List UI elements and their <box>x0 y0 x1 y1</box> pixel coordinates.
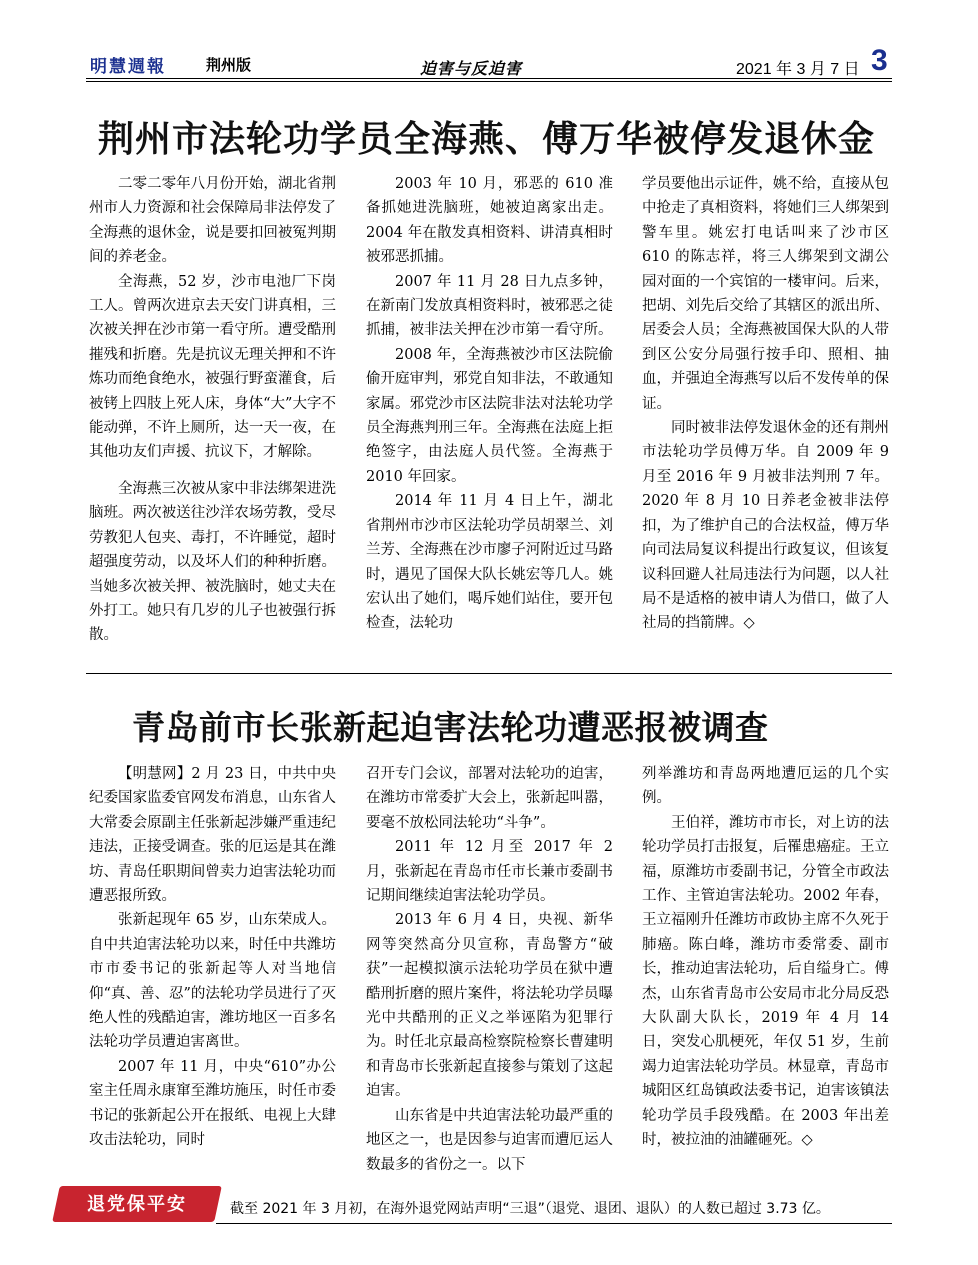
paragraph: 全海燕三次被从家中非法绑架进洗脑班。两次被送往沙洋农场劳教，受尽劳教犯人包夹、毒打，不许睡觉，超时超强度劳动，以及坏人们的种种折磨。当她多次被关押、被洗脑时，她丈夫在外打工。她只有几岁的儿子也被强行拆散。 <box>89 480 336 644</box>
paragraph: 2014 年 11 月 4 日上午，湖北省荆州市沙市区法轮功学员胡翠兰、刘兰芳、全海燕在沙市廖子河附近过马路时，遇见了国保大队长姚宏等几人。姚宏认出了她们，喝斥她们站住，要开包检查，法轮功 <box>366 493 613 632</box>
paragraph: 学员要他出示证件，姚不给，直接从包中抢走了真相资料，将她们三人绑架到警车里。姚宏打电话叫来了沙市区 610 的陈志祥，将三人绑架到文湖公园对面的一个宾馆的一楼审问。后来，把胡、刘先后交给了其辖区的派出所、居委会人员；全海燕被国保大队的人带到区公安分局强行按手印、照相、抽血，并强迫全海燕写以后不发传单的保证。 <box>642 176 889 412</box>
paragraph: 2007 年 11 月，中央“610”办公室主任周永康窜至潍坊施压，时任市委书记的张新起公开在报纸、电视上大肆攻击法轮功，同时 <box>89 1058 336 1149</box>
paragraph: 张新起现年 65 岁，山东荣成人。自中共迫害法轮功以来，时任中共潍坊市市委书记的张新起等人对当地信仰“真、善、忍”的法轮功学员进行了灭绝人性的残酷迫害，潍坊地区一百多名法轮功学员遭迫害离世。 <box>89 912 336 1051</box>
paragraph: 2007 年 11 月 28 日九点多钟，在新南门发放真相资料时，被邪恶之徒抓捕，被非法关押在沙市第一看守所。 <box>366 273 613 339</box>
edition-label: 荆州版 <box>206 56 252 74</box>
paragraph: 2011 年 12 月至 2017 年 2 月，张新起在青岛市任市长兼市委副书记期间继续迫害法轮功学员。 <box>366 839 613 905</box>
article2-column-1 <box>89 762 336 1153</box>
header-divider <box>86 78 892 79</box>
article1-column-3 <box>642 172 889 636</box>
article2-headline: 青岛前市长张新起迫害法轮功遭恶报被调查 <box>132 708 769 747</box>
paragraph: 召开专门会议，部署对法轮功的迫害，在潍坊市常委扩大会上，张新起叫嚣，要毫不放松同法轮功“斗争”。 <box>366 766 613 831</box>
issue-date: 2021 年 3 月 7 日 <box>736 61 860 78</box>
footer-banner: 退党保平安 <box>87 1194 187 1215</box>
paragraph: 同时被非法停发退休金的还有荆州市法轮功学员傅万华。自 2009 年 9 月至 2016 年 9 月被非法判刑 7 年。2020 年 8 月 10 日养老金被非法停扣，为了维护自己的合法权益，傅万华向司法局复议科提出行政复议，但该复议科回避人社局违法行为问题，以人社局不是适格的被申请人为借口，做了人社局的挡箭牌。◇ <box>642 420 889 632</box>
article1-headline: 荆州市法轮功学员全海燕、傅万华被停发退休金 <box>98 119 876 160</box>
page-header <box>0 0 978 90</box>
page-number: 3 <box>871 44 888 77</box>
article1-column-1 <box>89 172 336 648</box>
paragraph: 二零二零年八月份开始，湖北省荆州市人力资源和社会保障局非法停发了全海燕的退休金，说是要扣回被冤判期间的养老金。 <box>89 176 336 266</box>
paragraph: 列举潍坊和青岛两地遭厄运的几个实例。 <box>642 766 889 807</box>
paragraph: 2003 年 10 月，邪恶的 610 准备抓她进洗脑班，她被迫离家出走。2004 年在散发真相资料、讲清真相时被邪恶抓捕。 <box>366 176 613 266</box>
article1-column-2 <box>366 172 613 636</box>
masthead-logo: 明慧週報 <box>90 57 166 77</box>
article-divider <box>86 673 892 674</box>
paragraph: 【明慧网】2 月 23 日，中共中央纪委国家监委官网发布消息，山东省人大常委会原副主任张新起涉嫌严重违纪违法，正接受调查。张的厄运是其在潍坊、青岛任职期间曾卖力迫害法轮功而遭恶报所致。 <box>89 766 336 905</box>
article2-column-3 <box>642 762 889 1153</box>
paragraph: 全海燕，52 岁，沙市电池厂下岗工人。曾两次进京去天安门讲真相，三次被关押在沙市第一看守所。遭受酷刑摧残和折磨。先是抗议无理关押和不许炼功而绝食绝水，被强行野蛮灌食，后被铐上四肢上死人床，身体“大”大字不能动弹，不许上厕所，达一天一夜，在其他功友们声援、抗议下，才解除。 <box>89 273 336 461</box>
footer-divider <box>216 1223 892 1224</box>
paragraph: 2013 年 6 月 4 日，央视、新华网等突然高分贝宣称，青岛警方“破获”一起模拟演示法轮功学员在狱中遭酷刑折磨的照片案件，将法轮功学员曝光中共酷刑的正义之举诬陷为犯罪行为。时任北京最高检察院检察长曹建明和青岛市长张新起直接参与策划了这起迫害。 <box>366 912 613 1100</box>
article2-column-2 <box>366 762 613 1177</box>
paragraph: 山东省是中共迫害法轮功最严重的地区之一，也是因参与迫害而遭厄运人数最多的省份之一。以下 <box>366 1107 613 1173</box>
header-divider-secondary <box>86 81 892 82</box>
section-title: 迫害与反迫害 <box>420 59 523 78</box>
footer-notice: 截至 2021 年 3 月初，在海外退党网站声明“三退”（退党、退团、退队）的人数已超过 3.73 亿。 <box>230 1201 830 1217</box>
paragraph: 王伯祥，潍坊市市长，对上访的法轮功学员打击报复，后罹患癌症。王立福，原潍坊市委副书记，分管全市政法工作、主管迫害法轮功。2002 年春，王立福刚升任潍坊市政协主席不久死于肺癌。陈白峰，潍坊市委常委、副市长，推动迫害法轮功，后自缢身亡。傅杰，山东省青岛市公安局市北分局反恐大队副大队长，2019 年 4 月 14 日，突发心肌梗死，年仅 51 岁，生前竭力迫害法轮功学员。林显章，青岛市城阳区红岛镇政法委书记，迫害该镇法轮功学员手段残酷。在 2003 年出差时，被拉油的油罐砸死。◇ <box>642 814 889 1149</box>
paragraph: 2008 年，全海燕被沙市区法院偷偷开庭审判，邪党自知非法，不敢通知家属。邪党沙市区法院非法对法轮功学员全海燕判刑三年。全海燕在法庭上拒绝签字，由法庭人员代签。全海燕于 2010 年回家。 <box>366 346 613 485</box>
